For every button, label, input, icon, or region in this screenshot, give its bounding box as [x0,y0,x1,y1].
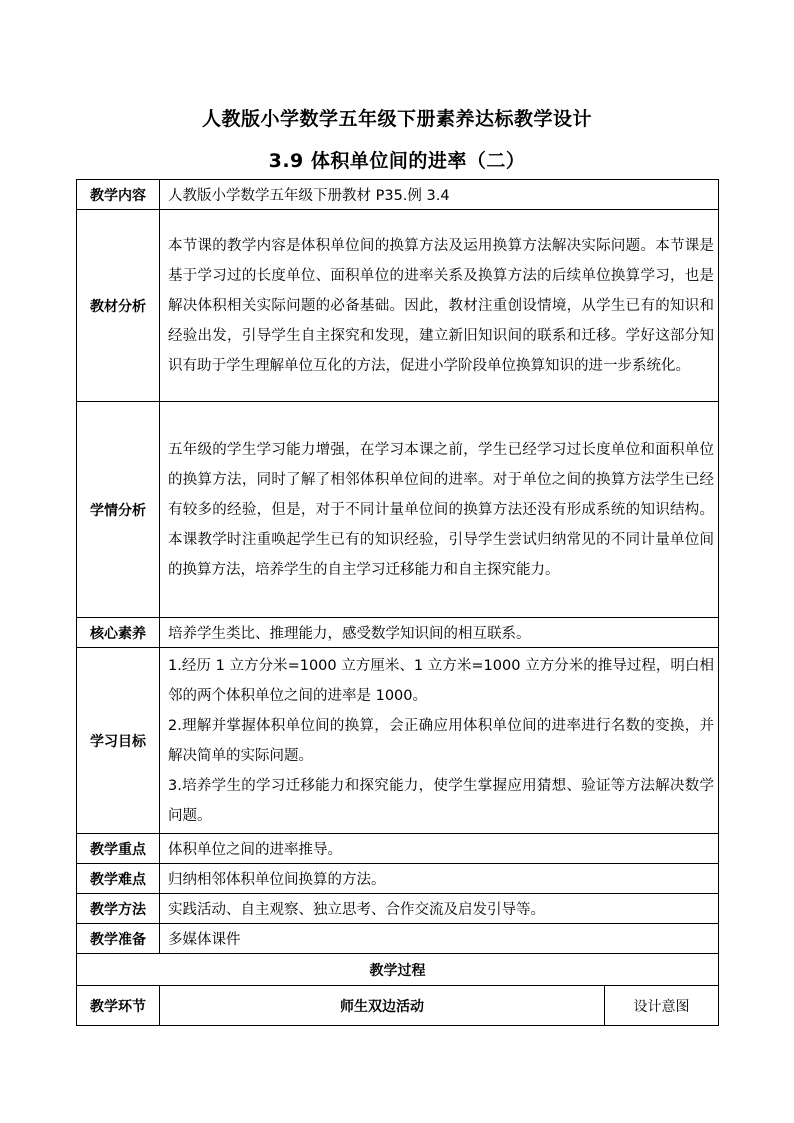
row-method [77,894,719,924]
value-core-literacy: 培养学生类比、推理能力，感受数学知识间的相互联系。 [160,618,719,648]
row-process-title [77,954,719,986]
label-core-literacy: 核心素养 [77,618,160,648]
document-title: 人教版小学数学五年级下册素养达标教学设计 [201,108,592,130]
row-core-literacy [77,618,719,648]
row-learning-goals [77,648,719,834]
row-textbook-analysis [77,210,719,402]
row-teaching-content [77,180,719,210]
lesson-plan-table [76,179,719,1026]
learning-goal-item: 1.经历 1 立方分米=1000 立方厘米、1 立方米=1000 立方分米的推导过程，明白相邻的两个体积单位之间的进率是 1000。 [168,657,714,704]
learning-goal-item: 2.理解并掌握体积单位间的换算，会正确应用体积单位间的进率进行名数的变换，并解决简单的实际问题。 [168,717,714,764]
lesson-title: 3.9 体积单位间的进率（二） [268,150,526,172]
value-teaching-content: 人教版小学数学五年级下册教材 P35.例 3.4 [160,180,719,210]
label-preparation: 教学准备 [77,924,160,954]
value-key-point: 体积单位之间的进率推导。 [160,834,719,864]
label-difficulty: 教学难点 [77,864,160,894]
process-title: 教学过程 [77,954,719,986]
label-learning-goals: 学习目标 [77,648,160,834]
value-textbook-analysis: 本节课的教学内容是体积单位间的换算方法及运用换算方法解决实际问题。本节课是基于学习过的长度单位、面积单位的进率关系及换算方法的后续单位换算学习，也是解决体积相关实际问题的必备基础。因此，教材注重创设情境，从学生已有的知识和经验出发，引导学生自主探究和发现，建立新旧知识间的联系和迁移。学好这部分知识有助于学生理解单位互化的方法，促进小学阶段单位换算知识的进一步系统化。 [160,210,719,402]
header-activity: 师生双边活动 [160,986,605,1026]
label-learner-analysis: 学情分析 [77,402,160,618]
value-learning-goals [160,648,719,834]
row-process-header [77,986,719,1026]
value-preparation: 多媒体课件 [160,924,719,954]
label-method: 教学方法 [77,894,160,924]
value-difficulty: 归纳相邻体积单位间换算的方法。 [160,864,719,894]
label-textbook-analysis: 教材分析 [77,210,160,402]
learning-goal-item: 3.培养学生的学习迁移能力和探究能力，使学生掌握应用猜想、验证等方法解决数学问题。 [168,777,714,824]
row-learner-analysis [77,402,719,618]
header-stage: 教学环节 [77,986,160,1026]
row-key-point [77,834,719,864]
value-learner-analysis: 五年级的学生学习能力增强，在学习本课之前，学生已经学习过长度单位和面积单位的换算方法，同时了解了相邻体积单位间的进率。对于单位之间的换算方法学生已经有较多的经验，但是，对于不同计量单位间的换算方法还没有形成系统的知识结构。本课教学时注重唤起学生已有的知识经验，引导学生尝试归纳常见的不同计量单位间的换算方法，培养学生的自主学习迁移能力和自主探究能力。 [160,402,719,618]
header-intent: 设计意图 [605,986,719,1026]
label-teaching-content: 教学内容 [77,180,160,210]
value-method: 实践活动、自主观察、独立思考、合作交流及启发引导等。 [160,894,719,924]
row-preparation [77,924,719,954]
row-difficulty [77,864,719,894]
label-key-point: 教学重点 [77,834,160,864]
